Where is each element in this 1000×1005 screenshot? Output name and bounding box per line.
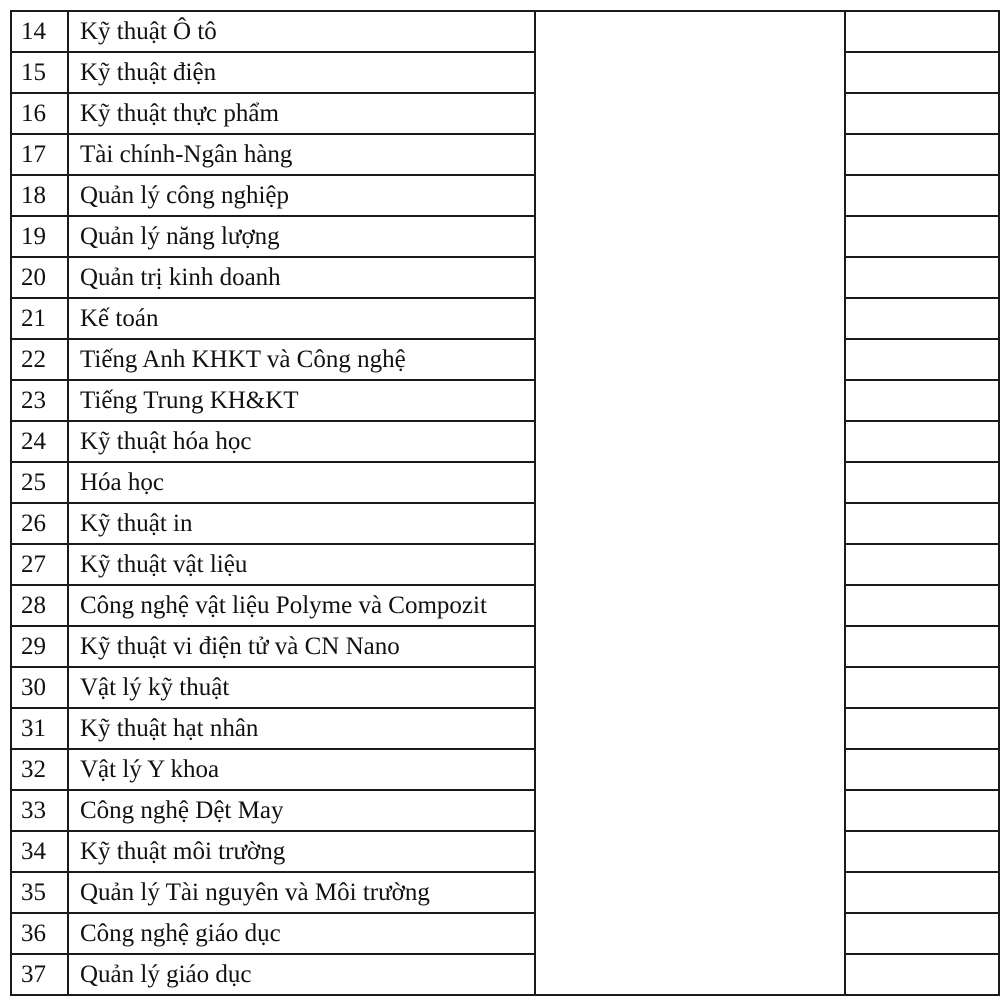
table-row <box>11 749 999 790</box>
program-name: Kỹ thuật điện <box>68 52 535 93</box>
row-number: 28 <box>11 585 68 626</box>
empty-cell <box>845 503 999 544</box>
program-name: Công nghệ Dệt May <box>68 790 535 831</box>
program-name: Tài chính-Ngân hàng <box>68 134 535 175</box>
table-row <box>11 11 999 52</box>
table-row <box>11 872 999 913</box>
row-number: 36 <box>11 913 68 954</box>
table-row <box>11 134 999 175</box>
row-number: 17 <box>11 134 68 175</box>
row-number: 30 <box>11 667 68 708</box>
program-name: Tiếng Trung KH&KT <box>68 380 535 421</box>
table-row <box>11 175 999 216</box>
row-number: 14 <box>11 11 68 52</box>
row-number: 29 <box>11 626 68 667</box>
program-name: Công nghệ vật liệu Polyme và Compozit <box>68 585 535 626</box>
table-row <box>11 257 999 298</box>
table-row <box>11 954 999 995</box>
table-row <box>11 708 999 749</box>
empty-cell <box>845 585 999 626</box>
row-number: 25 <box>11 462 68 503</box>
empty-cell <box>845 380 999 421</box>
empty-cell <box>845 339 999 380</box>
row-number: 32 <box>11 749 68 790</box>
empty-cell <box>845 134 999 175</box>
program-name: Kỹ thuật vi điện tử và CN Nano <box>68 626 535 667</box>
table-row <box>11 339 999 380</box>
table-row <box>11 503 999 544</box>
empty-cell <box>845 667 999 708</box>
row-number: 18 <box>11 175 68 216</box>
row-number: 16 <box>11 93 68 134</box>
empty-cell <box>845 216 999 257</box>
program-name: Tiếng Anh KHKT và Công nghệ <box>68 339 535 380</box>
program-name: Kỹ thuật môi trường <box>68 831 535 872</box>
table-row <box>11 790 999 831</box>
empty-cell <box>845 11 999 52</box>
empty-cell <box>845 421 999 462</box>
empty-cell <box>845 626 999 667</box>
table-row <box>11 298 999 339</box>
empty-cell <box>845 913 999 954</box>
row-number: 23 <box>11 380 68 421</box>
table-row <box>11 626 999 667</box>
empty-cell <box>845 954 999 995</box>
table-row <box>11 380 999 421</box>
row-number: 35 <box>11 872 68 913</box>
row-number: 21 <box>11 298 68 339</box>
row-number: 37 <box>11 954 68 995</box>
program-name: Hóa học <box>68 462 535 503</box>
empty-cell <box>845 790 999 831</box>
empty-cell <box>845 544 999 585</box>
row-number: 24 <box>11 421 68 462</box>
row-number: 26 <box>11 503 68 544</box>
table-row <box>11 421 999 462</box>
table-row <box>11 585 999 626</box>
empty-cell <box>845 749 999 790</box>
table-row <box>11 216 999 257</box>
table-row <box>11 913 999 954</box>
empty-cell <box>845 872 999 913</box>
empty-cell <box>845 93 999 134</box>
row-number: 22 <box>11 339 68 380</box>
table-row <box>11 52 999 93</box>
programs-table <box>10 10 1000 996</box>
table-row <box>11 831 999 872</box>
program-name: Kỹ thuật hóa học <box>68 421 535 462</box>
program-name: Công nghệ giáo dục <box>68 913 535 954</box>
row-number: 34 <box>11 831 68 872</box>
program-name: Vật lý Y khoa <box>68 749 535 790</box>
empty-cell <box>845 52 999 93</box>
program-name: Quản lý năng lượng <box>68 216 535 257</box>
empty-cell <box>845 708 999 749</box>
row-number: 27 <box>11 544 68 585</box>
program-name: Vật lý kỹ thuật <box>68 667 535 708</box>
program-name: Kỹ thuật thực phẩm <box>68 93 535 134</box>
program-name: Quản trị kinh doanh <box>68 257 535 298</box>
empty-cell <box>845 175 999 216</box>
row-number: 31 <box>11 708 68 749</box>
program-name: Kỹ thuật vật liệu <box>68 544 535 585</box>
programs-table-body <box>11 11 999 995</box>
table-row <box>11 462 999 503</box>
program-name: Kỹ thuật Ô tô <box>68 11 535 52</box>
program-name: Quản lý giáo dục <box>68 954 535 995</box>
table-row <box>11 667 999 708</box>
empty-cell <box>845 298 999 339</box>
empty-cell <box>845 831 999 872</box>
empty-cell <box>845 462 999 503</box>
row-number: 19 <box>11 216 68 257</box>
program-name: Kế toán <box>68 298 535 339</box>
empty-cell <box>845 257 999 298</box>
table-row <box>11 544 999 585</box>
row-number: 20 <box>11 257 68 298</box>
program-name: Quản lý Tài nguyên và Môi trường <box>68 872 535 913</box>
merged-empty-cell <box>535 11 845 995</box>
program-name: Kỹ thuật hạt nhân <box>68 708 535 749</box>
row-number: 33 <box>11 790 68 831</box>
program-name: Quản lý công nghiệp <box>68 175 535 216</box>
table-row <box>11 93 999 134</box>
program-name: Kỹ thuật in <box>68 503 535 544</box>
row-number: 15 <box>11 52 68 93</box>
